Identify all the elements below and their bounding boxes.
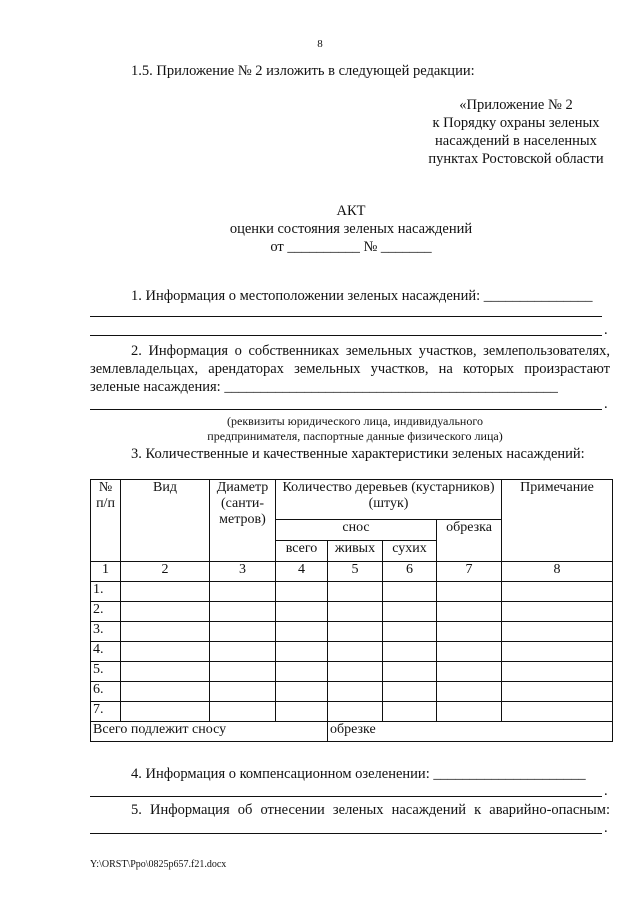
cell [502,682,613,702]
cell [121,682,210,702]
appendix-reference [408,96,624,168]
cell [437,582,502,602]
cell [437,622,502,642]
item-owners-line: зеленые насаждения: ______________________________________________ [90,379,558,395]
cell [210,582,276,602]
header-note: Примечание [502,480,613,562]
cell [121,642,210,662]
table-row [91,702,613,722]
cell [437,642,502,662]
table-row [91,662,613,682]
footer-trim: обрезке [328,722,613,742]
table-row [91,602,613,622]
index-cell: 6 [383,562,437,582]
cell [328,582,383,602]
cell [502,582,613,602]
cell [437,702,502,722]
cell [328,682,383,702]
cell [121,702,210,722]
cell [210,682,276,702]
cell [502,662,613,682]
plantings-table [90,479,613,742]
index-cell: 5 [328,562,383,582]
row-number: 7. [91,702,121,722]
cell [276,642,328,662]
cell [437,602,502,622]
cell [121,582,210,602]
fill-line [90,409,602,410]
cell [502,622,613,642]
cell [276,602,328,622]
cell [383,602,437,622]
cell [328,602,383,622]
cell [328,702,383,722]
index-cell: 7 [437,562,502,582]
header-num: № п/п [91,480,121,562]
cell [121,622,210,642]
header-trim: обрезка [437,520,502,562]
cell [276,582,328,602]
row-number: 5. [91,662,121,682]
fill-line [90,335,602,336]
file-path: Y:\ORST\Ppo\0825p657.f21.docx [90,859,227,870]
index-cell: 1 [91,562,121,582]
date-number-line: от __________ № _______ [270,239,432,255]
row-number: 3. [91,622,121,642]
act-subtitle: оценки состояния зеленых насаждений [229,221,473,237]
cell [328,642,383,662]
index-cell: 4 [276,562,328,582]
line-end: . [604,322,608,338]
requisites-note [90,414,620,444]
cell [502,602,613,622]
header-quantity: Количество деревьев (кустарников) (штук) [276,480,502,520]
note-line: предпринимателя, паспортные данные физического лица) [207,429,503,443]
fill-line [90,833,602,834]
line-end: . [604,783,608,799]
cell [210,702,276,722]
header-alive: живых [328,541,383,562]
appendix-line: пунктах Ростовской области [428,151,604,167]
cell [328,622,383,642]
row-number: 4. [91,642,121,662]
cell [276,702,328,722]
cell [210,662,276,682]
table-row [91,682,613,702]
cell [121,602,210,622]
fill-line [90,796,602,797]
intro-line: 1.5. Приложение № 2 изложить в следующей редакции: [131,63,475,79]
item-characteristics: 3. Количественные и качественные характеристики зеленых насаждений: [131,446,585,462]
table-row [91,622,613,642]
appendix-line: к Порядку охраны зеленых [432,115,600,131]
index-cell: 3 [210,562,276,582]
cell [383,682,437,702]
cell [383,642,437,662]
item-owners-line: землевладельцах, арендаторах земельных участков, на которых произрастают [90,361,610,377]
cell [210,602,276,622]
cell [437,682,502,702]
item-location: 1. Информация о местоположении зеленых насаждений: _______________ [131,288,593,304]
header-type: Вид [121,480,210,562]
cell [383,702,437,722]
table-row [91,642,613,662]
line-end: . [604,820,608,836]
header-diameter: Диаметр (санти-метров) [210,480,276,562]
row-number: 2. [91,602,121,622]
cell [437,662,502,682]
header-dry: сухих [383,541,437,562]
appendix-line: насаждений в населенных [435,133,597,149]
note-line: (реквизиты юридического лица, индивидуального [227,414,483,428]
cell [383,662,437,682]
table-footer-row [91,722,613,742]
line-end: . [604,396,608,412]
cell [210,642,276,662]
page-number: 8 [317,38,323,50]
cell [276,682,328,702]
item-compensation: 4. Информация о компенсационном озеленении: _____________________ [131,766,586,782]
row-number: 1. [91,582,121,602]
item-emergency: 5. Информация об отнесении зеленых насаждений к аварийно-опасным: [131,802,610,818]
row-number: 6. [91,682,121,702]
cell [502,702,613,722]
cell [328,662,383,682]
cell [276,622,328,642]
index-cell: 8 [502,562,613,582]
item-owners-line: 2. Информация о собственниках земельных участков, землепользователях, [131,343,610,359]
header-removal: снос [276,520,437,541]
cell [502,642,613,662]
appendix-line: «Приложение № 2 [459,97,573,113]
index-cell: 2 [121,562,210,582]
cell [383,622,437,642]
table-row [91,582,613,602]
cell [383,582,437,602]
header-total: всего [276,541,328,562]
cell [276,662,328,682]
footer-removal: Всего подлежит сносу [91,722,328,742]
fill-line [90,316,602,317]
cell [210,622,276,642]
cell [121,662,210,682]
act-title: АКТ [336,203,366,219]
